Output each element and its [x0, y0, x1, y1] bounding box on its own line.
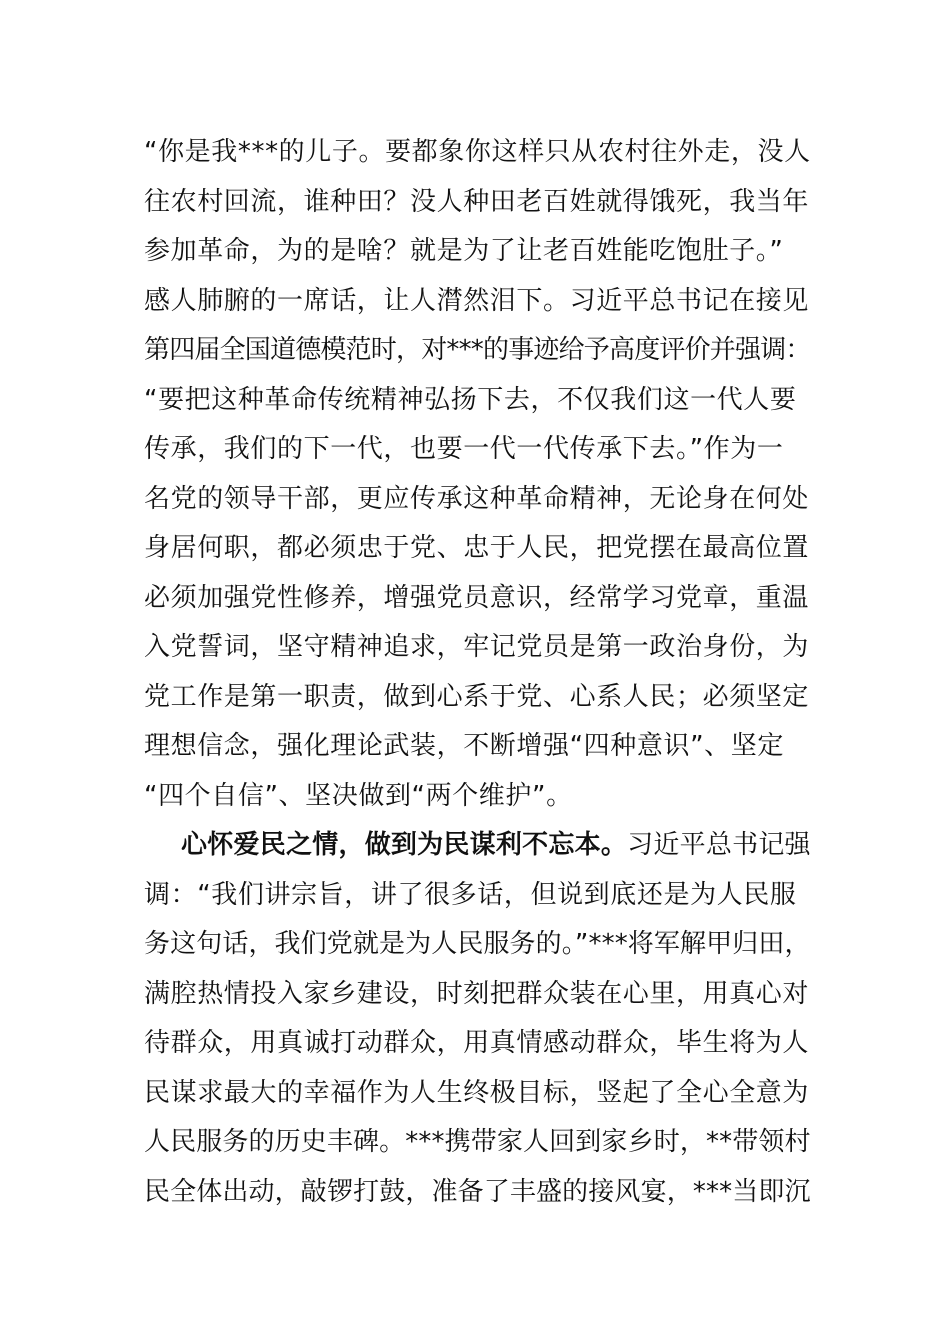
text-line: 务这句话，我们党就是为人民服务的。”***将军解甲归田， [144, 929, 811, 959]
text-line: “要把这种革命传统精神弘扬下去，不仅我们这一代人要 [144, 384, 797, 415]
text-line: 入党誓词，坚守精神追求，牢记党员是第一政治身份，为 [144, 632, 810, 662]
text-line: 调：“我们讲宗旨，讲了很多话，但说到底还是为人民服 [144, 879, 797, 910]
paragraph-first-line-rest: 习近平总书记强 [627, 830, 811, 860]
text-line: 待群众，用真诚打动群众，用真情感动群众，毕生将为人 [144, 1028, 810, 1058]
document-body [144, 128, 812, 1217]
text-line: 传承，我们的下一代，也要一代一代传承下去。”作为一 [144, 434, 784, 464]
text-line: 必须加强党性修养，增强党员意识，经常学习党章，重温 [144, 582, 810, 613]
paragraph-first-line [144, 821, 812, 871]
text-line: 名党的领导干部，更应传承这种革命精神，无论身在何处 [144, 483, 810, 514]
text-line: 民全体出动，敲锣打鼓，准备了丰盛的接风宴，***当即沉 [144, 1176, 811, 1207]
text-line: 理想信念，强化理论武装，不断增强“四种意识”、坚定 [144, 731, 784, 761]
text-line: “你是我***的儿子。要都象你这样只从农村往外走，没人 [144, 137, 811, 167]
text-line: 参加革命，为的是啥？就是为了让老百姓能吃饱肚子。” [144, 236, 784, 266]
text-line: 第四届全国道德模范时，对***的事迹给予高度评价并强调： [144, 335, 811, 365]
text-line: 感人肺腑的一席话，让人潸然泪下。习近平总书记在接见 [144, 285, 810, 316]
text-line: 党工作是第一职责，做到心系于党、心系人民；必须坚定 [144, 681, 810, 712]
text-line: 满腔热情投入家乡建设，时刻把群众装在心里，用真心对 [144, 978, 810, 1009]
text-line: 人民服务的历史丰碑。***携带家人回到家乡时，**带领村 [144, 1127, 811, 1157]
text-line: 民谋求最大的幸福作为人生终极目标，竖起了全心全意为 [144, 1077, 810, 1108]
text-line: “四个自信”、坚决做到“两个维护”。 [144, 780, 573, 811]
paragraph-heading: 心怀爱民之情，做到为民谋利不忘本。 [181, 830, 628, 860]
text-line: 往农村回流，谁种田？没人种田老百姓就得饿死，我当年 [144, 186, 810, 217]
text-line: 身居何职，都必须忠于党、忠于人民，把党摆在最高位置 [144, 533, 810, 563]
